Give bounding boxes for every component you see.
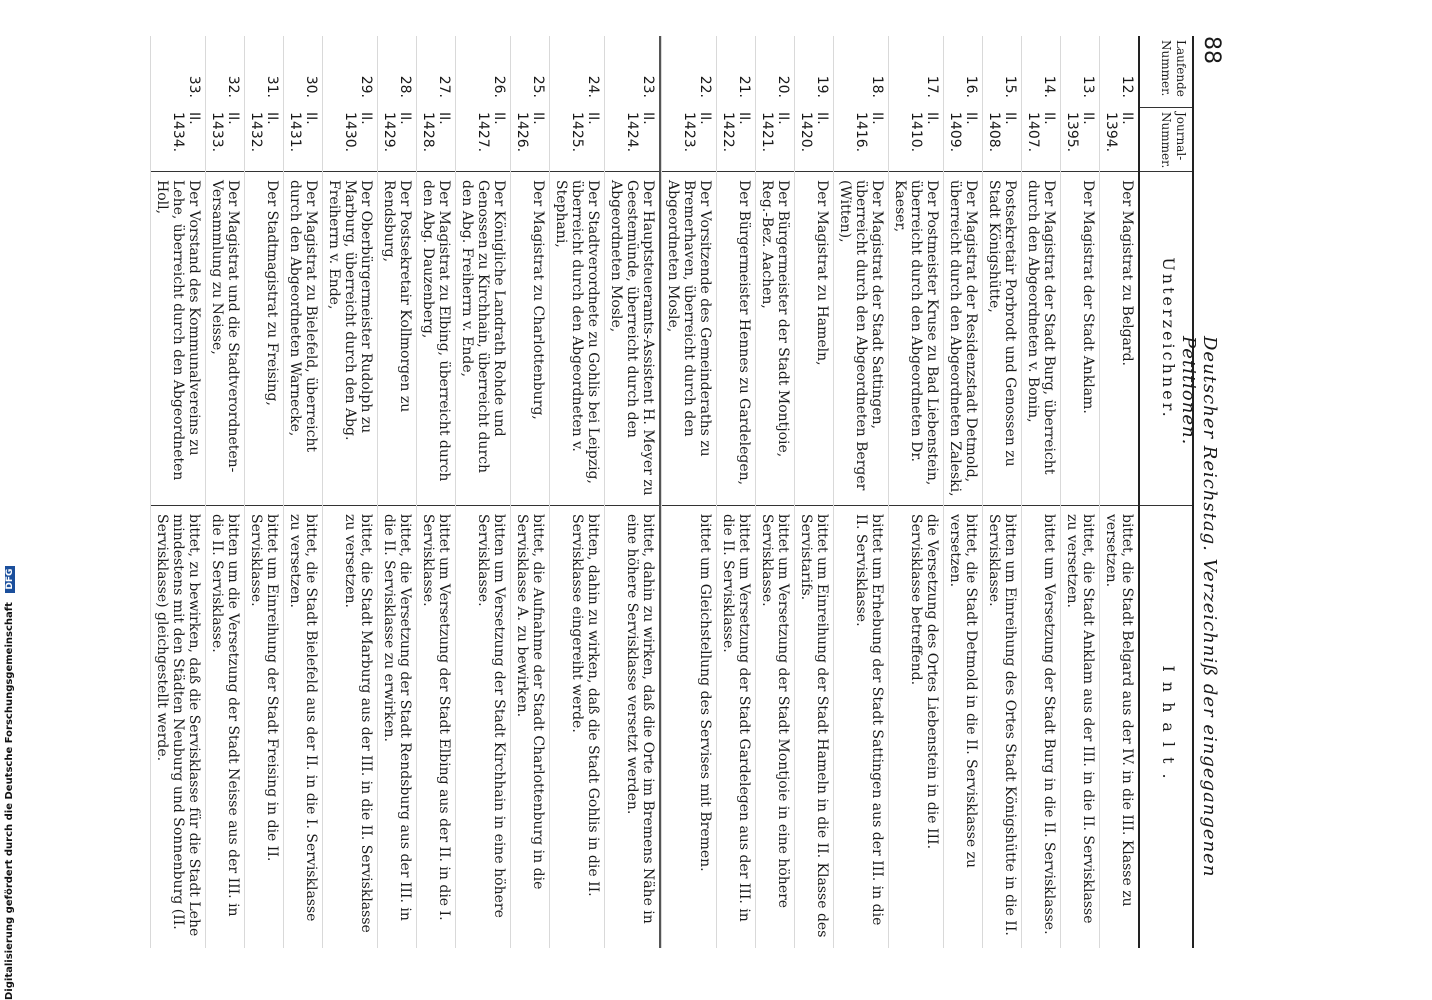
journal-number: II. 1432. <box>245 108 283 172</box>
row-number: 27. <box>436 75 452 98</box>
petition-content: bittet, die Stadt Marburg aus der III. in die II. Servisklasse zu versetzen. <box>342 514 374 933</box>
journal-number: II. 1425. <box>550 108 604 172</box>
signatory: Der Magistrat zu Elbing, überreicht durch den Abg. Dauzenberg, <box>417 172 455 506</box>
row-number: 12. <box>1119 75 1135 98</box>
page-number: 88 <box>1199 36 1224 64</box>
signatory: Der Magistrat der Stadt Burg, überreicht durch den Abgeordneten v. Bonin, <box>1022 172 1060 506</box>
row-number: 28. <box>397 75 413 98</box>
table-row <box>377 36 416 948</box>
row-number: 33. <box>186 75 202 98</box>
row-number: 23. <box>640 75 656 98</box>
signatory: Der Magistrat der Residenzstadt Detmold, überreicht durch den Abgeordneten Zaleski, <box>944 172 982 506</box>
row-number: 13. <box>1080 75 1096 98</box>
journal-number: II. 1407. <box>1022 108 1060 172</box>
petition-content: bittet um Gleichstellung des Servises mit Bremen. <box>697 514 713 872</box>
credit-text: Digitalisierung gefördert durch die Deutsche Forschungsgemeinschaft <box>4 602 15 1000</box>
journal-number: II. 1410. <box>889 108 943 172</box>
table-row <box>510 36 549 948</box>
signatory: Der Stadtverordnete zu Gohlis bei Leipzig, überreicht durch den Abgeordneten v. Stephani, <box>550 172 604 506</box>
signatory: Der Magistrat zu Charlottenburg, <box>511 172 549 506</box>
column-header-unterzeichner: Unterzeichner. <box>1140 172 1192 506</box>
table-row <box>455 36 510 948</box>
table-row <box>943 36 982 948</box>
table-row <box>1060 36 1099 948</box>
journal-number: II. 1428. <box>417 108 455 172</box>
petition-content: bittet, die Stadt Belgard aus der IV. in die III. Klasse zu versetzen. <box>1103 514 1135 907</box>
row-number: 21. <box>736 75 752 98</box>
signatory: Der Königliche Landrath Rohde und Genossen zu Kirchhain, überreicht durch den Abg. Freiherrn v. Ende, <box>456 172 510 506</box>
petition-content: bittet, die Stadt Anklam aus der III. in die II. Servisklasse zu versetzen. <box>1064 514 1096 924</box>
signatory: Der Magistrat zu Bielefeld, überreicht durch den Abgeordneten Warnecke, <box>284 172 322 506</box>
journal-number: II. 1424. <box>605 108 659 172</box>
row-number: 14. <box>1041 75 1057 98</box>
table-row <box>150 36 205 948</box>
row-number: 25. <box>530 75 546 98</box>
table-row <box>794 36 833 948</box>
petition-content: bittet um Versetzung der Stadt Burg in die II. Servisklasse. <box>1041 514 1057 935</box>
row-number: 31. <box>264 75 280 98</box>
row-number: 16. <box>963 75 979 98</box>
table-row <box>888 36 943 948</box>
petition-table-body <box>150 36 1138 948</box>
page-title: Deutscher Reichstag. Verzeichniß der eingegangenen Petitionen. <box>1178 336 1220 878</box>
journal-number: II. 1427. <box>456 108 510 172</box>
column-header-journal-nummer: Journal-Nummer. <box>1140 108 1192 172</box>
signatory: Der Vorsitzende des Gemeinderaths zu Bremerhaven, überreicht durch den Abgeordneten Mosle, <box>662 172 716 506</box>
row-number: 24. <box>585 75 601 98</box>
table-row <box>661 36 716 948</box>
table-row <box>1021 36 1060 948</box>
table-row <box>322 36 377 948</box>
petition-content: bittet, die Versetzung der Stadt Rendsburg aus der III. in die II. Servisklasse zu erwirken. <box>381 514 413 921</box>
journal-number: II. 1422. <box>717 108 755 172</box>
petition-content: bittet, die Stadt Detmold in die II. Servisklasse zu versetzen. <box>947 514 979 869</box>
table-row <box>604 36 661 948</box>
signatory: Der Oberbürgermeister Rudolph zu Marburg, überreicht durch den Abg. Freiherrn v. Ende, <box>323 172 377 506</box>
page-header <box>1178 36 1228 948</box>
journal-number: II. 1408. <box>983 108 1021 172</box>
row-number: 20. <box>775 75 791 98</box>
journal-number: II. 1430. <box>323 108 377 172</box>
petition-content: bittet um Versetzung der Stadt Montjoie in eine höhere Servisklasse. <box>759 514 791 909</box>
signatory: Der Postmeister Kruse zu Bad Liebenstein, überreicht durch den Abgeordneten Dr. Kaeser, <box>889 172 943 506</box>
signatory: Der Vorstand des Kommunalvereins zu Lehe, überreicht durch den Abgeordneten Holl, <box>151 172 205 506</box>
journal-number: II. 1409. <box>944 108 982 172</box>
signatory: Postsekretair Porbrodt und Genossen zu Stadt Königshütte, <box>983 172 1021 506</box>
table-row <box>549 36 604 948</box>
journal-number: II. 1429. <box>378 108 416 172</box>
dfg-logo: DFG <box>5 566 15 593</box>
journal-number: II. 1433. <box>206 108 244 172</box>
journal-number: II. 1423. <box>662 108 716 172</box>
petition-content: bittet um Versetzung der Stadt Gardelegen aus der III. in die II. Servisklasse. <box>720 514 752 922</box>
row-number: 17. <box>924 75 940 98</box>
petition-content: die Versetzung des Ortes Liebenstein in die III. Servisklasse betreffend. <box>908 514 940 850</box>
signatory: Der Hauptsteueramts-Assistent H. Meyer zu Geestemünde, überreicht durch den Abgeordneten Mosle, <box>605 172 659 506</box>
table-row <box>982 36 1021 948</box>
journal-number: II. 1420. <box>795 108 833 172</box>
signatory: Der Bürgermeister Hennes zu Gardelegen, <box>717 172 755 506</box>
journal-number: II. 1434. <box>151 108 205 172</box>
petition-content: bittet, zu bewirken, daß die Servisklasse für die Stadt Lehe mindestens mit den Städten Neuburg und Sonnenburg (II. Servisklasse) gleichgestellt werde. <box>154 514 202 937</box>
petition-content: bittet um Erhebung der Stadt Sattingen aus der III. in die II. Servisklasse. <box>853 514 885 926</box>
row-number: 19. <box>814 75 830 98</box>
signatory: Der Magistrat der Stadt Anklam. <box>1061 172 1099 506</box>
journal-number: II. 1394. <box>1100 108 1138 172</box>
table-row <box>416 36 455 948</box>
petition-content: bittet um Einreihung der Stadt Freising in die II. Servisklasse. <box>248 514 280 862</box>
signatory: Der Postsekretair Kollmorgen zu Rendsburg, <box>378 172 416 506</box>
column-header-laufende-nummer: Laufende Nummer. <box>1140 36 1192 108</box>
petition-content: bittet, dahin zu wirken, daß die Orte im Bremens Nähe in eine höhere Servisklasse versetzt werden. <box>624 514 656 924</box>
column-header-inhalt: Inhalt. <box>1159 665 1178 789</box>
signatory: Der Stadtmagistrat zu Freising, <box>245 172 283 506</box>
row-number: 30. <box>303 75 319 98</box>
row-number: 15. <box>1002 75 1018 98</box>
table-row <box>1099 36 1138 948</box>
journal-number: II. 1426. <box>511 108 549 172</box>
table-row <box>205 36 244 948</box>
document-page <box>0 22 1236 962</box>
journal-number: II. 1431. <box>284 108 322 172</box>
petition-content: bitten um Einreihung des Ortes Stadt Königshütte in die II. Servisklasse. <box>986 514 1018 936</box>
signatory: Der Bürgermeister der Stadt Montjoie, Reg.-Bez. Aachen, <box>756 172 794 506</box>
digitization-credit <box>4 568 18 1000</box>
row-number: 18. <box>869 75 885 98</box>
table-row <box>283 36 322 948</box>
petition-content: bittet, die Stadt Bielefeld aus der II. in die I. Servisklasse zu versetzen. <box>287 514 319 922</box>
table-row <box>244 36 283 948</box>
petition-content: bitten, dahin zu wirken, daß die Stadt Gohlis in die II. Servisklasse eingereiht werde. <box>569 514 601 897</box>
signatory: Der Magistrat zu Hameln, <box>795 172 833 506</box>
petition-content: bitten um die Versetzung der Stadt Neisse aus der III. in die II. Servisklasse. <box>209 514 241 917</box>
signatory: Der Magistrat der Stadt Sattingen, überreicht durch den Abgeordneten Berger (Witten), <box>834 172 888 506</box>
row-number: 29. <box>358 75 374 98</box>
petition-content: bittet, die Aufnahme der Stadt Charlottenburg in die Servisklasse A. zu bewirken. <box>514 514 546 890</box>
table-row <box>833 36 888 948</box>
row-number: 32. <box>225 75 241 98</box>
table-row <box>716 36 755 948</box>
petition-content: bitten um Versetzung der Stadt Kirchhain in eine höhere Servisklasse. <box>475 514 507 918</box>
row-number: 26. <box>491 75 507 98</box>
signatory: Der Magistrat und die Stadtverordneten-Versammlung zu Neisse, <box>206 172 244 506</box>
row-number: 22. <box>697 75 713 98</box>
signatory: Der Magistrat zu Belgard. <box>1100 172 1138 506</box>
journal-number: II. 1416. <box>834 108 888 172</box>
table-row <box>755 36 794 948</box>
journal-number: II. 1421. <box>756 108 794 172</box>
petition-content: bittet um Einreihung der Stadt Hameln in die II. Klasse des Servistarifs. <box>798 514 830 938</box>
journal-number: II. 1395. <box>1061 108 1099 172</box>
petition-content: bittet um Versetzung der Stadt Elbing aus der II. in die I. Servisklasse. <box>420 514 452 921</box>
